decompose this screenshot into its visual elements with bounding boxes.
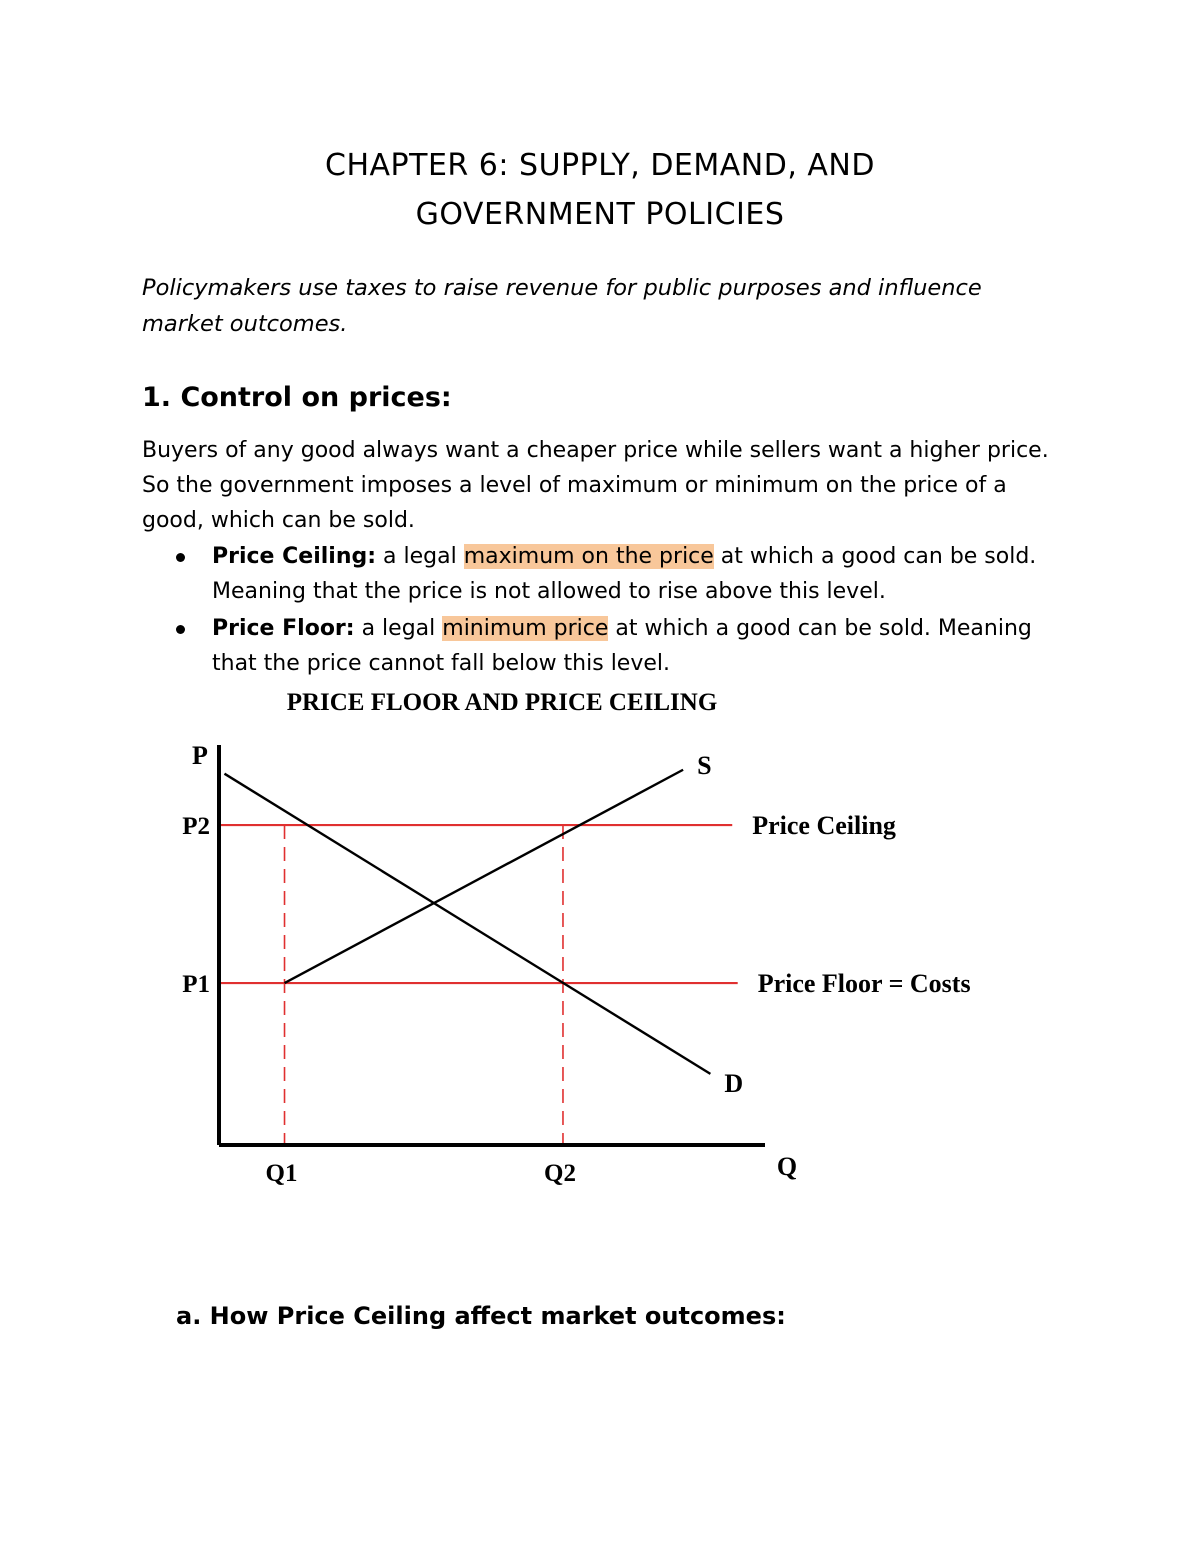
y-tick-label-p1: P1 xyxy=(182,971,210,999)
subheading-price-ceiling-outcomes: a. How Price Ceiling affect market outcomes: xyxy=(176,1302,786,1330)
y-axis-label: P xyxy=(192,741,208,770)
x-axis-label: Q xyxy=(776,1152,798,1181)
y-tick-label-p2: P2 xyxy=(182,813,210,841)
chapter-title-line-2: GOVERNMENT POLICIES xyxy=(415,197,785,232)
curve-label-s: S xyxy=(697,750,712,780)
curve-d xyxy=(224,774,710,1074)
term-price-floor: Price Floor: xyxy=(212,616,355,641)
chart-title: PRICE FLOOR AND PRICE CEILING xyxy=(286,689,718,716)
highlighted-phrase: minimum price xyxy=(442,616,609,641)
x-tick-label-q2: Q2 xyxy=(544,1160,576,1187)
definition-text: a legal xyxy=(354,616,443,641)
section-paragraph: Buyers of any good always want a cheaper price while sellers want a higher price. So the government imposes a level of maximum or minimum on the price of a good, which can be sold. xyxy=(142,438,1049,533)
curve-label-d: D xyxy=(724,1068,744,1098)
definition-text: a legal xyxy=(376,544,464,569)
x-tick-label-q1: Q1 xyxy=(265,1160,298,1187)
curve-s xyxy=(285,770,684,983)
chapter-title-line-1: CHAPTER 6: SUPPLY, DEMAND, AND xyxy=(325,148,875,183)
definition-text: at which a good can be sold. Meaning that the price is not allowed to rise above this level. xyxy=(212,544,1037,604)
intro-paragraph: Policymakers use taxes to raise revenue for public purposes and influence market outcomes. xyxy=(142,275,982,337)
label-price-floor: Price Floor = Costs xyxy=(757,969,971,999)
definition-text: at which a good can be sold. Meaning that the price cannot fall below this level. xyxy=(212,616,1032,676)
term-price-ceiling: Price Ceiling: xyxy=(212,544,377,569)
section-heading-control-on-prices: 1. Control on prices: xyxy=(142,382,452,413)
label-price-ceiling: Price Ceiling xyxy=(752,811,896,841)
highlighted-phrase: maximum on the price xyxy=(463,544,714,569)
